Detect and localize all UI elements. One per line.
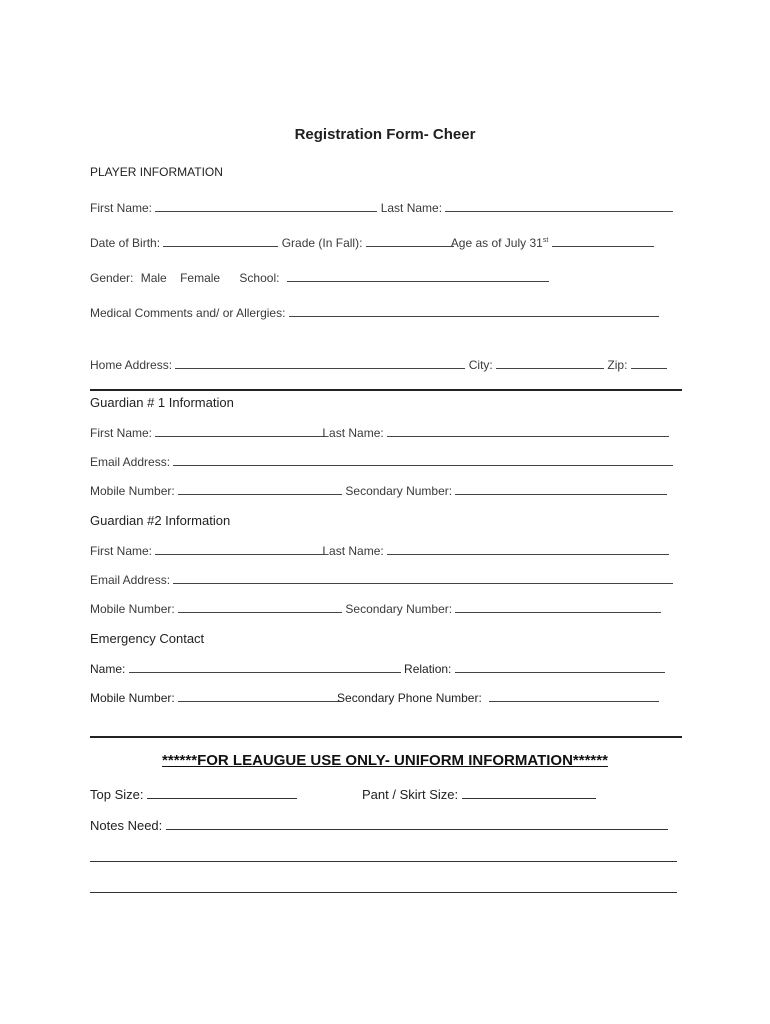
guardian2-secondary-field[interactable] bbox=[455, 601, 661, 613]
home-address-label: Home Address: bbox=[90, 358, 173, 372]
guardian1-mobile-label: Mobile Number: bbox=[90, 484, 175, 498]
emergency-name-label: Name: bbox=[90, 662, 126, 676]
guardian2-mobile-field[interactable] bbox=[178, 601, 342, 613]
emergency-relation-label: Relation: bbox=[404, 662, 452, 676]
guardian2-first-name-label: First Name: bbox=[90, 544, 153, 558]
player-section-heading: PLAYER INFORMATION bbox=[90, 165, 223, 179]
notes-row bbox=[90, 817, 668, 833]
notes-line[interactable] bbox=[90, 861, 677, 862]
pant-size-label: Pant / Skirt Size: bbox=[362, 787, 459, 802]
guardian1-first-name-label: First Name: bbox=[90, 426, 153, 440]
player-gender-row bbox=[90, 270, 549, 285]
age-label-suffix: st bbox=[542, 237, 549, 244]
emergency-heading: Emergency Contact bbox=[90, 631, 205, 646]
age-label: Age as of July 31 bbox=[450, 236, 543, 250]
top-size-row bbox=[90, 786, 297, 802]
player-medical-row bbox=[90, 305, 659, 320]
school-field[interactable] bbox=[287, 270, 549, 282]
zip-field[interactable] bbox=[631, 357, 667, 369]
form-title: Registration Form- Cheer bbox=[294, 126, 476, 143]
guardian2-email-field[interactable] bbox=[173, 572, 673, 584]
guardian1-heading: Guardian # 1 Information bbox=[90, 395, 234, 410]
guardian2-mobile-label: Mobile Number: bbox=[90, 602, 175, 616]
guardian1-secondary-label: Secondary Number: bbox=[345, 484, 453, 498]
dob-field[interactable] bbox=[163, 235, 278, 247]
guardian2-last-name-label: Last Name: bbox=[322, 544, 384, 558]
first-name-field[interactable] bbox=[155, 200, 377, 212]
pant-size-field[interactable] bbox=[462, 786, 596, 799]
section-divider bbox=[90, 389, 682, 391]
medical-label: Medical Comments and/ or Allergies: bbox=[90, 306, 286, 320]
emergency-mobile-field[interactable] bbox=[178, 690, 340, 702]
player-name-row bbox=[90, 200, 673, 215]
age-field[interactable] bbox=[552, 235, 654, 247]
guardian2-secondary-label: Secondary Number: bbox=[345, 602, 453, 616]
top-size-label: Top Size: bbox=[90, 787, 144, 802]
city-label: City: bbox=[468, 358, 493, 372]
dob-label: Date of Birth: bbox=[90, 236, 161, 250]
gender-male-option[interactable]: Male bbox=[140, 271, 167, 285]
guardian1-email-field[interactable] bbox=[173, 454, 673, 466]
guardian1-email-row bbox=[90, 454, 673, 469]
guardian2-phone-row bbox=[90, 601, 661, 616]
guardian1-last-name-label: Last Name: bbox=[322, 426, 384, 440]
guardian1-last-name-field[interactable] bbox=[387, 425, 669, 437]
guardian1-email-label: Email Address: bbox=[90, 455, 171, 469]
guardian2-email-row bbox=[90, 572, 673, 587]
emergency-phone-row bbox=[90, 690, 659, 705]
notes-field[interactable] bbox=[166, 817, 668, 830]
home-address-field[interactable] bbox=[175, 357, 465, 369]
emergency-secondary-label: Secondary Phone Number: bbox=[337, 691, 482, 705]
notes-label: Notes Need: bbox=[90, 818, 163, 833]
guardian2-name-row bbox=[90, 543, 669, 558]
gender-label: Gender: bbox=[90, 271, 134, 285]
zip-label: Zip: bbox=[607, 358, 628, 372]
school-label: School: bbox=[239, 271, 280, 285]
medical-field[interactable] bbox=[289, 305, 659, 317]
first-name-label: First Name: bbox=[90, 201, 153, 215]
guardian1-phone-row bbox=[90, 483, 667, 498]
grade-field[interactable] bbox=[366, 235, 454, 247]
guardian1-first-name-field[interactable] bbox=[155, 425, 325, 437]
player-dob-row bbox=[90, 235, 654, 250]
guardian1-mobile-field[interactable] bbox=[178, 483, 342, 495]
guardian2-last-name-field[interactable] bbox=[387, 543, 669, 555]
emergency-secondary-field[interactable] bbox=[489, 690, 659, 702]
emergency-name-row bbox=[90, 661, 665, 676]
grade-label: Grade (In Fall): bbox=[281, 236, 363, 250]
emergency-name-field[interactable] bbox=[129, 661, 401, 673]
last-name-label: Last Name: bbox=[380, 201, 443, 215]
guardian2-email-label: Email Address: bbox=[90, 573, 171, 587]
league-heading: ******FOR LEAUGUE USE ONLY- UNIFORM INFORMATION****** bbox=[162, 752, 608, 769]
guardian1-secondary-field[interactable] bbox=[455, 483, 667, 495]
league-divider bbox=[90, 736, 682, 738]
guardian2-heading: Guardian #2 Information bbox=[90, 513, 231, 528]
notes-line[interactable] bbox=[90, 892, 677, 893]
guardian1-name-row bbox=[90, 425, 669, 440]
gender-female-option[interactable]: Female bbox=[180, 271, 221, 285]
emergency-mobile-label: Mobile Number: bbox=[90, 691, 175, 705]
top-size-field[interactable] bbox=[147, 786, 297, 799]
last-name-field[interactable] bbox=[445, 200, 673, 212]
city-field[interactable] bbox=[496, 357, 604, 369]
player-address-row bbox=[90, 357, 667, 372]
pant-size-row bbox=[362, 786, 596, 802]
emergency-relation-field[interactable] bbox=[455, 661, 665, 673]
guardian2-first-name-field[interactable] bbox=[155, 543, 325, 555]
